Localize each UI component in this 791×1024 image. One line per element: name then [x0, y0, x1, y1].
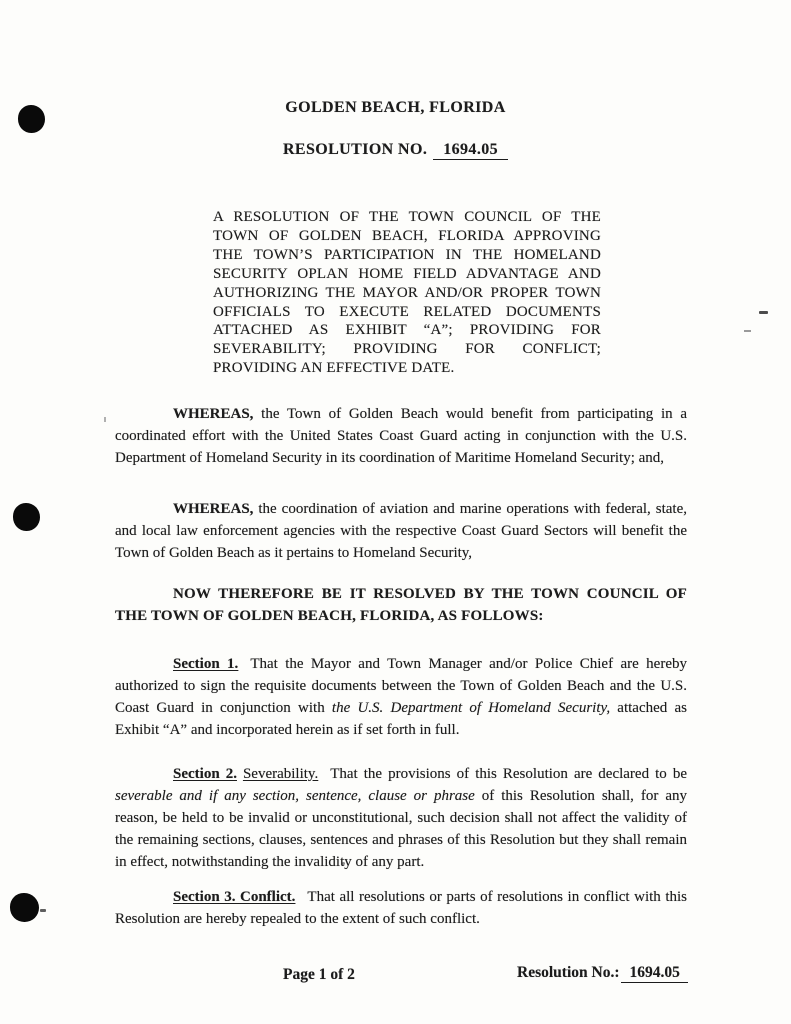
section-2-heading: Section 2. — [173, 766, 237, 782]
section-1-paragraph — [115, 653, 687, 741]
section-2-body: That the provisions of this Resolution are declared to be — [330, 766, 687, 782]
section-1-heading: Section 1. — [173, 656, 239, 672]
resolution-number-label: RESOLUTION NO. — [282, 141, 428, 158]
document-title: GOLDEN BEACH, FLORIDA — [285, 99, 506, 116]
section-3-heading: Section 3. Conflict. — [173, 889, 296, 905]
scan-artifact — [104, 417, 106, 422]
section-3-paragraph — [115, 886, 687, 930]
whereas-lead: WHEREAS, — [173, 406, 254, 422]
hole-punch-icon — [13, 503, 40, 531]
resolved-clause: NOW THEREFORE BE IT RESOLVED BY THE TOWN COUNCIL OF THE TOWN OF GOLDEN BEACH, FLORIDA, AS FOLLOWS: — [115, 586, 687, 624]
scan-artifact — [759, 311, 768, 314]
section-3-body: That all resolutions or parts of resolutions in conflict with this Resolution are hereby repealed to the extent of such conflict. — [115, 889, 687, 927]
hole-punch-icon — [10, 893, 39, 922]
footer-resolution-number-line — [517, 964, 688, 982]
whereas-body: the coordination of aviation and marine operations with federal, state, and local law enforcement agencies with the respective Coast Guard Sectors will benefit the Town of Golden Beach as it pertains to Homeland Security, — [115, 501, 687, 561]
footer-resolution-label: Resolution No.: — [517, 964, 620, 981]
section-2-body-italic: severable and if any section, sentence, clause or phrase — [115, 788, 475, 804]
footer-page-number: Page 1 of 2 — [283, 966, 355, 983]
scan-artifact — [744, 330, 751, 332]
whereas-paragraph-1 — [115, 403, 687, 469]
footer-resolution-number: 1694.05 — [621, 964, 687, 983]
section-1-body: That the Mayor and Town Manager and/or Police Chief are hereby authorized to sign the requisite documents between the Town of Golden Beach and the U.S. Coast Guard in conjunction with — [115, 656, 687, 716]
whereas-paragraph-2 — [115, 498, 687, 564]
section-2-body: of this Resolution shall, for any reason, be held to be invalid or unconstitutional, such decision shall not affect the validity of the remaining sections, clauses, sentences and phrases of this Resolution but they shall remain in effect, notwithstanding the invalidity of any part. — [115, 788, 687, 870]
whereas-lead: WHEREAS, — [173, 501, 254, 517]
section-2-subheading: Severability. — [242, 766, 319, 782]
resolution-number-line — [0, 141, 791, 159]
whereas-body: the Town of Golden Beach would benefit from participating in a coordinated effort with the United States Coast Guard acting in conjunction with the U.S. Department of Homeland Security in its coordination of Maritime Homeland Security; and, — [115, 406, 687, 466]
resolution-title-block: A RESOLUTION OF THE TOWN COUNCIL OF THE TOWN OF GOLDEN BEACH, FLORIDA APPROVING THE TOWN’S PARTICIPATION IN THE HOMELAND SECURITY OPLAN HOME FIELD ADVANTAGE AND AUTHORIZING THE MAYOR AND/OR PROPER TOWN OFFICIALS TO EXECUTE RELATED DOCUMENTS ATTACHED AS EXHIBIT “A”; PROVIDING FOR SEVERABILITY; PROVIDING FOR CONFLICT; PROVIDING AN EFFECTIVE DATE. — [213, 209, 601, 377]
section-1-body-italic: the U.S. Department of Homeland Security, — [331, 700, 611, 716]
section-2-paragraph — [115, 763, 687, 873]
scan-artifact — [40, 909, 46, 912]
section-1-body: attached as Exhibit “A” and incorporated herein as if set forth in full. — [115, 700, 687, 738]
resolution-number: 1694.05 — [433, 141, 508, 160]
